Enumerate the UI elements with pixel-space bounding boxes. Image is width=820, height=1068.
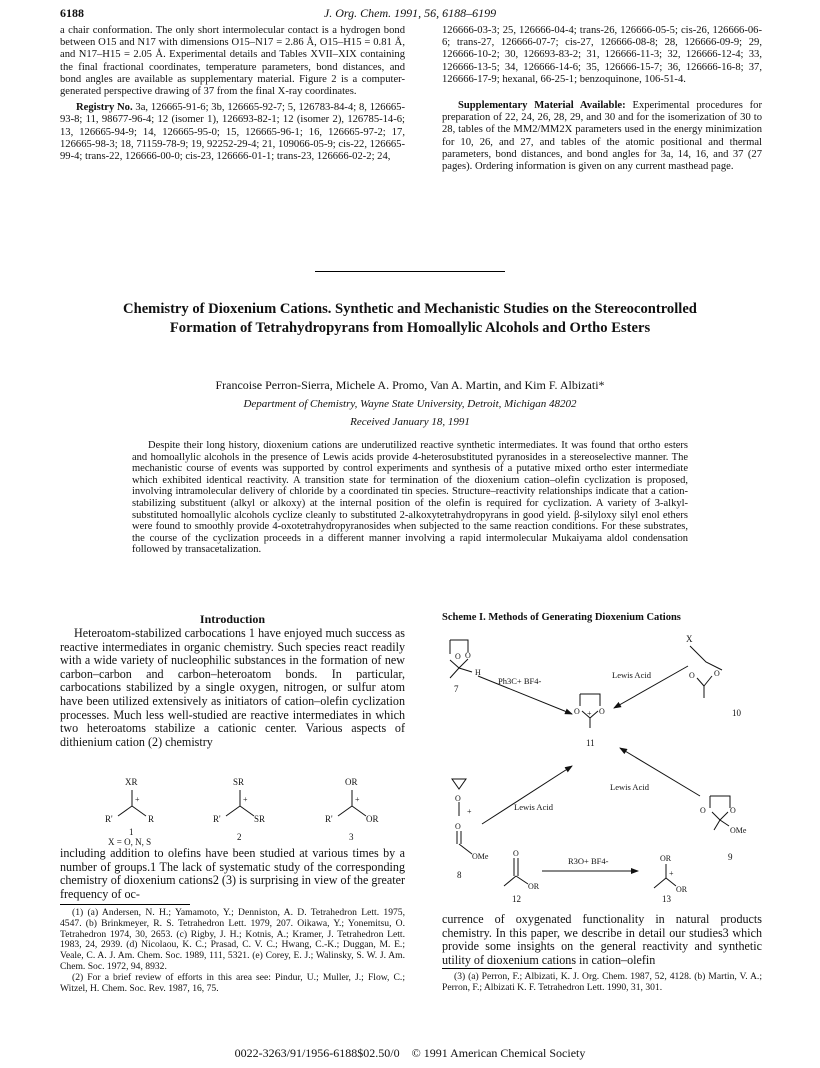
registry-text: 3a, 126665-91-6; 3b, 126665-92-7; 5, 126783-84-4; 8, 126665-93-8; 11, 98677-96-4; 12 (isomer 1), 126693-82-1; 12 (isomer 2), 126785-14-6; 13, 126665-94-9; 14, 126665-95-0; 15, 126665-96-1; 16, 126665-97-2; 17, 126665-98-3; 18, 71159-78-9; 19, 92252-29-4; 21, 109066-05-9; cis-22, 126665-99-4; trans-22, 126666-00-0; cis-23, 126666-01-1; trans-23, 126666-02-2; 24, [60, 102, 405, 163]
article-title: Chemistry of Dioxenium Cations. Synthetic and Mechanistic Studies on the Stereocontrolled Formation of Tetrahydropyrans from Homoallylic Alcohols and Ortho Esters [123, 301, 697, 336]
structure-1-charge: + [135, 795, 140, 804]
structure-3-r2: OR [366, 814, 379, 824]
journal-citation: J. Org. Chem. 1991, 56, 6188–6199 [323, 6, 497, 20]
introduction-heading: Introduction [199, 612, 266, 626]
received-date: Received January 18, 1991 [350, 416, 470, 428]
structure-3-number: 3 [349, 832, 354, 842]
compound-13-number: 13 [662, 894, 671, 904]
structure-3-r1: R' [325, 814, 333, 824]
charge-13: + [669, 869, 674, 878]
x-label-10: X [686, 634, 693, 644]
scheme-diagram [442, 626, 762, 906]
structure-1-top: XR [125, 777, 138, 787]
ome-9: OMe [730, 826, 747, 835]
compound-12-number: 12 [512, 894, 521, 904]
introduction-paragraph-1: Heteroatom-stabilized carbocations 1 have enjoyed much success as reactive intermediates in organic chemistry. Such species react readily with a wide variety of nucleophilic substances in the formation of new carbon–carbon and carbon–heteroatom bonds. In particular, carbocations stabilized by a single oxygen, nitrogen, or sulfur atom have been utilized extensively as initiators of cation–olefin cyclization processes. Much less well-studied are reactive intermediates in which two heteroatoms stabilize a cationic center. Various aspects of dithienium cation (2) chemistry [60, 626, 405, 749]
atom-o-10b: O [714, 669, 720, 678]
structure-1-number: 1 [129, 827, 134, 837]
page-number: 6188 [60, 6, 84, 20]
introduction-paragraph-2: including addition to olefins have been studied at various times by a number of groups.1 The lack of systematic study of the corresponding chemistry of dioxenium cations2 (3) is surprising in view of the greater frequency of oc- [60, 846, 405, 901]
page-footer [0, 1046, 820, 1061]
atom-o-7a: O [455, 652, 461, 661]
compound-11-number: 11 [586, 738, 595, 748]
lewis-acid-10: Lewis Acid [612, 670, 651, 680]
charge-8: + [467, 807, 472, 816]
atom-o-8b: O [455, 822, 461, 831]
structure-3-charge: + [355, 795, 360, 804]
structure-2-number: 2 [237, 832, 242, 842]
or-13-top: OR [660, 854, 672, 863]
structure-2-r2: SR [254, 814, 266, 824]
page-header [60, 6, 760, 22]
compound-8-number: 8 [457, 870, 462, 880]
introduction-paragraph-3: currence of oxygenated functionality in natural products chemistry. In this paper, we describe in detail our studies3 which provide some insights on the general reactivity and synthetic utility of dioxenium cations in cation–olefin [442, 912, 762, 967]
or-12: OR [528, 882, 540, 891]
supplementary-text: Experimental procedures for preparation of 22, 24, 26, 28, 29, and 30 and for the isomerization of 30 to 28, tables of the MM2/MM2X parameters used in the energy minimization for 10, 26, and 27, and tables of the atomic positional and thermal parameters, bond distances, and bond angles for 3a, 14, 16, and 37 (27 pages). Ordering information is given on any current masthead page. [442, 100, 762, 173]
atom-o-10a: O [689, 671, 695, 680]
compound-7-number: 7 [454, 684, 459, 694]
abstract: Despite their long history, dioxenium cations are underutilized reactive synthetic intermediates. It was found that ortho esters and homoallylic alcohols in the presence of Lewis acids provide 4-heterosubstituted pyranosides in a stereoselective manner. The mechanistic course of events was supported by control experiments and synthesis of a putative mixed ortho ester intermediate which exhibited identical reactivity. A transition state for termination of the dioxenium cation–olefin cyclization is proposed, involving intramolecular delivery of chloride by a coordinated tin species. Structure–reactivity relationships indicate that a cation-stabilizing substituent (alkyl or alkoxy) at the internal position of the olefin is required for cyclization. A variety of 3-alkyl-substituted homoallylic alcohols cyclize cleanly to substituted 2-alkoxytetrahydropyrans in good yield. β-silyloxy silyl enol ethers were found to smoothly provide 4-oxotetrahydropyranosides when subjected to the same reaction conditions. For these substrates, the course of the cyclization proceeds in a different manner involving a rapid intermolecular Mukaiyama aldol condensation followed by transacetalization. [132, 440, 688, 556]
cation-structures-figure [60, 770, 405, 850]
atom-o-8a: O [455, 794, 461, 803]
charge-11: + [587, 709, 592, 718]
atom-o-9a: O [700, 806, 706, 815]
or-13-right: OR [676, 885, 688, 894]
structure-1-r1: R' [105, 814, 113, 824]
footnote-rule-right [442, 968, 572, 969]
registry-label: Registry No. [76, 102, 133, 114]
article-affiliation: Department of Chemistry, Wayne State University, Detroit, Michigan 48202 [243, 398, 577, 410]
structure-1-r2: R [148, 814, 155, 824]
footnote-2: (2) For a brief review of efforts in this area see: Pindur, U.; Muller, J.; Flow, C.; Witzel, H. Chem. Soc. Rev. 1987, 16, 75. [60, 971, 405, 994]
compound-9-number: 9 [728, 852, 733, 862]
atom-o-11a: O [574, 707, 580, 716]
atom-o-9b: O [730, 806, 736, 815]
article-code: 0022-3263/91/1956-6188$02.50/0 [234, 1046, 400, 1060]
atom-o-12: O [513, 849, 519, 858]
xray-paragraph: a chair conformation. The only short intermolecular contact is a hydrogen bond between O15 and N17 with dimensions O15–N17 = 2.86 Å, O15–H15 = 0.81 Å, and N17–H15 = 2.05 Å. Experimental details and Tables XVII–XIX containing the final fractional coordinates, temperature parameters, bond distances, and bond angles are available as supplementary material. Figure 2 is a computer-generated perspective drawing of 37 from the final X-ray coordinates. [60, 25, 405, 98]
article-authors: Francoise Perron-Sierra, Michele A. Promo, Van A. Martin, and Kim F. Albizati* [215, 378, 605, 392]
supplementary-label: Supplementary Material Available: [458, 100, 626, 112]
structure-2-r1: R' [213, 814, 221, 824]
structure-2-charge: + [243, 795, 248, 804]
left-top-column [60, 25, 405, 163]
right-top-column [442, 25, 762, 173]
footnotes-right [442, 972, 762, 994]
lewis-acid-8: Lewis Acid [514, 802, 553, 812]
atom-o-7b: O [465, 651, 471, 660]
supplementary-paragraph [442, 100, 762, 173]
compound-10-number: 10 [732, 708, 741, 718]
hydrogen-7: H [475, 668, 481, 677]
footnote-rule-left [60, 904, 190, 905]
structure-3-top: OR [345, 777, 358, 787]
scheme-caption: Scheme I. Methods of Generating Dioxenium Cations [442, 612, 681, 623]
atom-o-11b: O [599, 707, 605, 716]
registry-continued: 126666-03-3; 25, 126666-04-4; trans-26, 126666-05-5; cis-26, 126666-06-6; trans-27, 126666-07-7; cis-27, 126666-08-8; 28, 126666-09-9; 29, 126666-10-2; 30, 126693-83-2; 31, 126666-11-3; 32, 126666-12-4; 33, 126666-13-5; 34, 126666-14-6; 35, 126666-15-7; 36, 126666-16-8; 37, 126666-17-9; hexanal, 66-25-1; benzoquinone, 106-51-4. [442, 25, 762, 85]
copyright: © 1991 American Chemical Society [411, 1046, 586, 1060]
section-divider [315, 271, 505, 272]
structure-1-x: X = O, N, S [108, 837, 152, 847]
reagent-7: Ph3C+ BF4- [498, 676, 542, 686]
footnote-3: (3) (a) Perron, F.; Albizati, K. J. Org. Chem. 1987, 52, 4128. (b) Martin, V. A.; Perron, F.; Albizati K. F. Tetrahedron Lett. 1990, 31, 301. [442, 971, 762, 993]
reagent-12: R3O+ BF4- [568, 856, 609, 866]
footnote-1: (1) (a) Andersen, N. H.; Yamamoto, Y.; Denniston, A. D. Tetrahedron Lett. 1975, 4547. (b) Brinkmeyer, R. S. Tetrahedron Lett. 1979, 207. Oikawa, Y.; Yonemitsu, O. Tetrahedron 1974, 30, 2653. (c) Rigby, J. H.; Kotnis, A.; Kramer, J. Tetrahedron Lett. 1983, 24, 2939. (d) Nicolaou, K. C.; Prasad, C. V. C.; Hwang, C.-K.; Duggan, M. E.; Veale, C. A. J. Am. Chem. Soc. 1989, 111, 5321. (e) Corey, E. J.; Walinsky, S. W. J. Am. Chem. Soc. 1972, 94, 8932. [60, 907, 405, 972]
registry-paragraph [60, 102, 405, 163]
structure-2-top: SR [233, 777, 245, 787]
footnotes-left [60, 908, 405, 994]
ome-8: OMe [472, 852, 489, 861]
lewis-acid-9: Lewis Acid [610, 782, 649, 792]
